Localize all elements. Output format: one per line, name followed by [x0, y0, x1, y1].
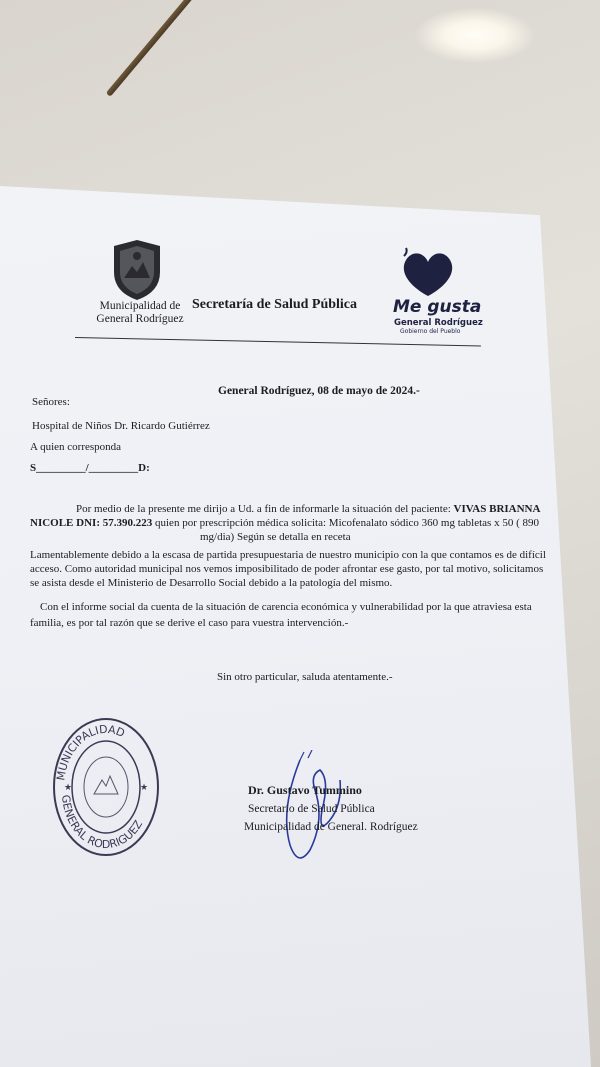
attention-line: A quien corresponda	[30, 441, 122, 453]
patient-last-name: NICOLE	[30, 517, 74, 529]
signatory-role: Secretario de Salud Pública	[248, 803, 375, 815]
signatory-name: Dr. Gustavo Tummino	[248, 783, 362, 797]
svg-text:★: ★	[64, 782, 73, 792]
municipality-name: Municipalidad de General Rodríguez	[96, 300, 184, 325]
para2-line1: Lamentablemente debido a la escasa de partida presupuestaria de nuestro municipio con la que contamos es de difícil	[30, 549, 546, 561]
para1-line2: NICOLE DNI: 57.390.223 quien por prescripción médica solicita: Micofenalato sódico 360 mg tabletas x 50 ( 890	[30, 517, 539, 529]
municipal-seal-stamp	[50, 714, 162, 860]
para2-line3: se asista desde el Ministerio de Desarrollo Social debido a la patología del mismo.	[30, 577, 393, 589]
logo-slogan: Me gusta	[393, 297, 482, 317]
reference-line: S_________/_________D:	[30, 462, 150, 474]
svg-text:GENERAL RODRIGUEZ: GENERAL RODRIGUEZ	[58, 794, 146, 852]
wooden-stick	[106, 0, 252, 97]
salutation: Señores:	[32, 396, 70, 408]
patient-dni: DNI: 57.390.223	[76, 517, 153, 529]
para1-line1: Por medio de la presente me dirijo a Ud. a fin de informarle la situación del paciente: VIVAS BRIANNA	[76, 503, 541, 515]
municipal-shield-icon	[110, 238, 164, 302]
signatory-municipality: Municipalidad de General. Rodríguez	[244, 821, 418, 833]
svg-text:MUNICIPALIDAD: MUNICIPALIDAD	[54, 722, 127, 782]
letter-date: General Rodríguez, 08 de mayo de 2024.-	[218, 385, 420, 397]
para1-line3: mg/dia) Según se detalla en receta	[200, 531, 351, 543]
logo-place: General Rodríguez	[394, 318, 483, 328]
para3-line1: Con el informe social da cuenta de la situación de carencia económica y vulnerabilidad por la que atraviesa esta	[40, 601, 532, 613]
logo-tagline: Gobierno del Pueblo	[400, 328, 461, 335]
light-glare	[415, 8, 535, 63]
patient-first-name: VIVAS BRIANNA	[453, 503, 541, 515]
svg-text:★: ★	[140, 782, 149, 792]
para3-line2: familia, es por tal razón que se derive el caso para vuestra intervención.-	[30, 617, 349, 629]
heart-logo-icon	[398, 246, 458, 302]
para2-line2: acceso. Como autoridad municipal nos vemos imposibilitado de poder afrontar ese gasto, por tal motivo, solicitamos	[30, 563, 544, 575]
recipient: Hospital de Niños Dr. Ricardo Gutiérrez	[32, 420, 210, 432]
secretaria-title: Secretaría de Salud Pública	[192, 297, 358, 312]
closing-line: Sin otro particular, saluda atentamente.-	[217, 671, 393, 683]
